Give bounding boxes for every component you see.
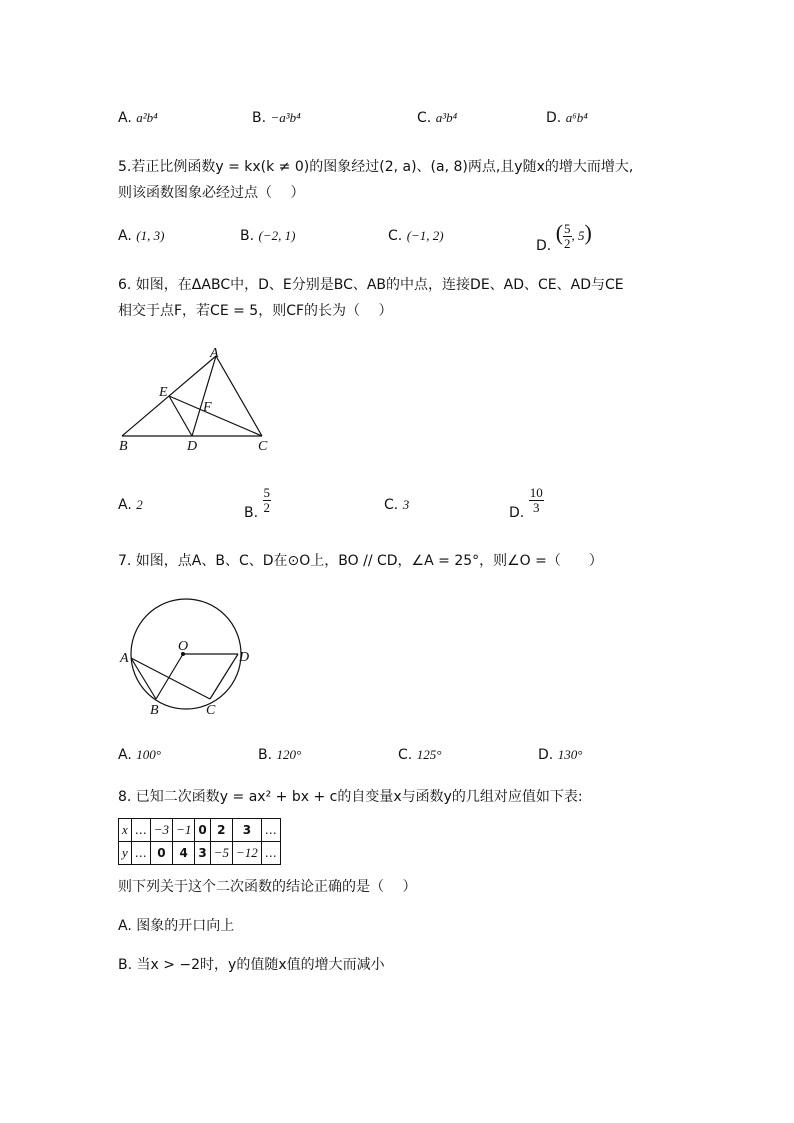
table-cell: 4 — [173, 842, 195, 865]
q8-option-a: A. 图象的开口向上 — [118, 918, 235, 934]
table-row — [119, 842, 281, 865]
q5-option-b: B. (−2, 1) — [240, 228, 296, 244]
table-cell: y — [119, 842, 132, 865]
q6-option-d: D. $\frac{10}{3}$ — [509, 485, 543, 521]
q8-option-b: B. 当x > −2时，y的值随x值的增大而减小 — [118, 957, 385, 973]
fraction: $\frac{5}{2}$ — [564, 220, 571, 251]
segment-ob — [156, 654, 183, 699]
table-cell: … — [261, 842, 280, 865]
value-table — [118, 818, 281, 865]
label-a: A — [120, 651, 129, 666]
table-cell: 0 — [150, 842, 172, 865]
q5-option-c: C. (−1, 2) — [388, 228, 444, 244]
label-d: D — [239, 650, 250, 665]
q7-option-a: A. 100° — [118, 747, 161, 763]
table-cell: −12 — [232, 842, 261, 865]
segment-dc — [210, 654, 238, 699]
table-cell: x — [119, 819, 132, 842]
q5-option-d: D. ( $\frac{5}{2}$ , 5) — [536, 220, 592, 254]
q4-option-b: B. −a³b⁴ — [252, 110, 301, 126]
q7-circle-figure — [110, 590, 260, 720]
q7-stem-line1: 7. 如图，点A、B、C、D在⊙O上，BO // CD，∠A = 25°，则∠O =（ ） — [118, 553, 603, 569]
q4-option-c: C. a³b⁴ — [417, 110, 458, 126]
q5-stem-line1: 5.若正比例函数y = kx(k ≠ 0)的图象经过(2, a)、(a, 8)两点,且y随x的增大而增大, — [118, 159, 634, 175]
segment-ad — [192, 356, 216, 436]
q5-option-a: A. (1, 3) — [118, 228, 165, 244]
table-cell: … — [131, 819, 150, 842]
q4-option-d: D. a⁶b⁴ — [546, 110, 588, 126]
q6-option-a: A. 2 — [118, 497, 143, 513]
table-cell: −1 — [173, 819, 195, 842]
table-cell: −3 — [150, 819, 172, 842]
label-a: A — [210, 346, 219, 361]
segment-ac — [216, 356, 262, 436]
label-c: C — [206, 703, 216, 718]
table-cell: 2 — [210, 819, 232, 842]
fraction: $\frac{5}{2}$ — [263, 485, 271, 515]
table-cell: … — [131, 842, 150, 865]
table-row — [119, 819, 281, 842]
q7-option-d: D. 130° — [538, 747, 583, 763]
q8-stem-line2: 则下列关于这个二次函数的结论正确的是（ ） — [118, 879, 417, 895]
fraction: $\frac{10}{3}$ — [529, 485, 543, 515]
label-c: C — [258, 439, 268, 454]
q4-option-a: A. a²b⁴ — [118, 110, 158, 126]
q6-stem-line1: 6. 如图，在ΔABC中，D、E分别是BC、AB的中点，连接DE、AD、CE、AD与CE — [118, 277, 624, 293]
q8-stem-line1: 8. 已知二次函数y = ax² + bx + c的自变量x与函数y的几组对应值如下表: — [118, 789, 583, 805]
q6-triangle-figure — [110, 340, 290, 460]
table-cell: 0 — [195, 819, 210, 842]
segment-ce — [169, 396, 262, 436]
label-b: B — [150, 703, 159, 718]
table-cell: … — [261, 819, 280, 842]
q5-stem-line2: 则该函数图象必经过点（ ） — [118, 185, 305, 201]
label-d: D — [187, 439, 198, 454]
label-o: O — [178, 639, 189, 654]
label-b: B — [119, 439, 128, 454]
segment-de — [169, 396, 192, 436]
label-f: F — [203, 400, 212, 415]
label-e: E — [159, 385, 168, 400]
q6-stem-line2: 相交于点F，若CE = 5，则CF的长为（ ） — [118, 303, 393, 319]
q6-option-c: C. 3 — [384, 497, 410, 513]
q7-option-c: C. 125° — [398, 747, 442, 763]
table-cell: 3 — [195, 842, 210, 865]
q6-option-b: B. $\frac{5}{2}$ — [244, 485, 271, 521]
q7-option-b: B. 120° — [258, 747, 302, 763]
table-cell: −5 — [210, 842, 232, 865]
table-cell: 3 — [232, 819, 261, 842]
